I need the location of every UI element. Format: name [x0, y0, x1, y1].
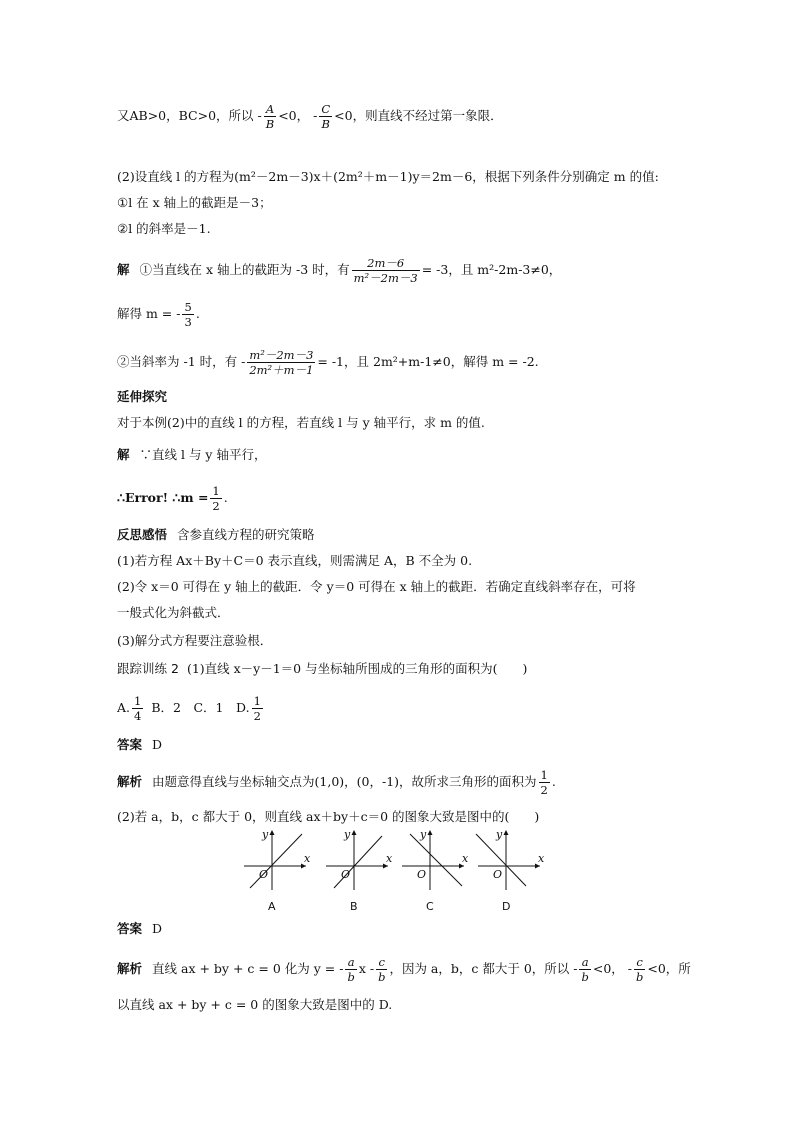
text: = -1，且 2m²+m-1≠0，解得 m = -2. — [317, 354, 539, 369]
graph-line — [250, 834, 302, 888]
reflection-point-3: (3)解分式方程要注意验根． — [117, 633, 273, 648]
denominator: 3 — [184, 315, 192, 329]
text: = -3，且 m²-2m-3≠0， — [421, 262, 562, 277]
extension-result — [117, 484, 228, 513]
answer-1 — [117, 736, 162, 754]
denominator: 2 — [212, 499, 220, 513]
denominator: b — [635, 970, 644, 984]
graph-option-b — [326, 828, 393, 913]
text: (1)直线 x－y－1＝0 与坐标轴所围成的三角形的面积为( ) — [186, 661, 528, 676]
y-axis-arrow — [428, 830, 433, 835]
x-axis-label: x — [538, 852, 545, 865]
solution-line-2 — [117, 300, 200, 329]
reflection-heading — [117, 526, 315, 544]
extension-solution — [117, 446, 266, 464]
denominator: B — [321, 117, 330, 131]
denominator: m²－2m－3 — [353, 271, 418, 285]
x-axis-label: x — [386, 852, 393, 865]
graph-option-d — [476, 828, 545, 913]
fraction — [352, 256, 420, 285]
origin-label: O — [417, 868, 427, 881]
fraction — [182, 300, 193, 329]
answer-value: D — [152, 921, 163, 936]
solution-line-1 — [117, 256, 561, 285]
analysis-2 — [117, 955, 691, 984]
answer-tag: 答案 — [117, 737, 143, 752]
analysis-2-continued: 以直线 ax + by + c = 0 的图象大致是图中的 D. — [117, 997, 393, 1012]
training-question-1 — [117, 660, 527, 678]
option-label: C — [426, 900, 434, 913]
text: ①当直线在 x 轴上的截距为 -3 时，有 — [139, 262, 350, 277]
denominator: 4 — [134, 709, 142, 723]
numerator: 5 — [184, 300, 192, 314]
reflection-point-1: (1)若方程 Ax＋By＋C＝0 表示直线，则需满足 A，B 不全为 0. — [117, 553, 473, 568]
fraction — [132, 694, 143, 723]
denominator: 2 — [253, 709, 261, 723]
numerator: c — [376, 955, 387, 970]
option-label: B — [350, 900, 358, 913]
graph-options-figure — [244, 828, 554, 914]
denominator: b — [581, 970, 589, 984]
answer-2 — [117, 920, 162, 938]
text: <0， - — [592, 961, 632, 976]
numerator: C — [321, 102, 331, 116]
options-text: B．2 C．1 D. — [151, 700, 250, 715]
solution-tag: 解 — [117, 447, 130, 462]
y-axis-arrow — [504, 830, 509, 835]
fraction — [345, 955, 356, 984]
numerator: a — [345, 955, 356, 970]
fraction — [210, 484, 221, 513]
numerator: 1 — [540, 768, 548, 782]
text: <0， - — [278, 108, 318, 123]
y-axis-arrow — [352, 830, 357, 835]
text: <0，所 — [647, 961, 691, 976]
numerator: 1 — [253, 694, 261, 708]
solution-line-3 — [117, 348, 539, 377]
numerator: c — [634, 955, 645, 970]
solution-tag: 解 — [117, 262, 130, 277]
numerator: 1 — [212, 484, 220, 498]
extension-title: 延伸探究 — [117, 389, 168, 404]
x-axis-label: x — [462, 852, 469, 865]
text: 又AB>0，BC>0，所以 - — [117, 108, 262, 123]
fraction — [376, 955, 387, 984]
fraction — [579, 955, 590, 984]
origin-label: O — [341, 868, 351, 881]
text: ②当斜率为 -1 时，有 - — [117, 354, 246, 369]
answer-value: D — [152, 737, 163, 752]
option-a-label: A. — [117, 700, 131, 715]
reflection-title: 反思感悟 — [117, 527, 168, 542]
origin-label: O — [493, 868, 503, 881]
question-2b: (2)若 a，b，c 都大于 0，则直线 ax＋by＋c＝0 的图象大致是图中的( ) — [117, 809, 540, 824]
question-2: (2)设直线 l 的方程为(m²－2m－3)x＋(2m²＋m－1)y＝2m－6，根据下列条件分别确定 m 的值: — [117, 169, 659, 184]
text: ，因为 a，b，c 都大于 0，所以 - — [389, 961, 578, 976]
reflection-subtitle: 含参直线方程的研究策略 — [177, 527, 315, 542]
numerator: a — [579, 955, 590, 970]
analysis-tag: 解析 — [117, 774, 143, 789]
fraction-c-over-b — [319, 102, 332, 131]
numerator: 2m－6 — [352, 256, 420, 271]
training-title: 跟踪训练 2 — [117, 661, 179, 676]
numerator: A — [264, 102, 276, 117]
denominator: b — [378, 970, 386, 984]
denominator: 2m²＋m－1 — [249, 363, 314, 377]
text: 由题意得直线与坐标轴交点为(1,0)，(0，-1)，故所求三角形的面积为 — [152, 774, 537, 789]
text: ∴Error! ∴m = — [117, 490, 209, 505]
y-axis-arrow — [270, 830, 275, 835]
y-axis-label: y — [262, 828, 269, 841]
fraction — [539, 768, 550, 797]
y-axis-label: y — [496, 828, 503, 841]
option-label: A — [268, 900, 276, 913]
answer-tag: 答案 — [117, 921, 143, 936]
options-line — [117, 694, 265, 723]
condition-1: ①l 在 x 轴上的截距是－3； — [117, 195, 272, 210]
fraction-a-over-b — [264, 102, 276, 131]
numerator: 1 — [134, 694, 142, 708]
y-axis-label: y — [344, 828, 351, 841]
graph-option-a — [244, 828, 311, 913]
text: x - — [358, 961, 375, 976]
analysis-tag: 解析 — [117, 961, 143, 976]
text: ∵直线 l 与 y 轴平行， — [139, 447, 267, 462]
option-label: D — [502, 900, 511, 913]
denominator: 2 — [540, 783, 548, 797]
extension-question: 对于本例(2)中的直线 l 的方程，若直线 l 与 y 轴平行，求 m 的值. — [117, 415, 485, 430]
x-axis-label: x — [304, 852, 311, 865]
y-axis-label: y — [420, 828, 427, 841]
text: . — [223, 490, 228, 505]
text: <0，则直线不经过第一象限． — [334, 108, 503, 123]
fraction — [247, 348, 315, 377]
graph-option-c — [402, 828, 469, 913]
condition-2: ②l 的斜率是－1. — [117, 221, 211, 236]
conclusion-line — [117, 102, 503, 131]
text: . — [195, 306, 200, 321]
text: . — [551, 774, 556, 789]
analysis-1 — [117, 768, 556, 797]
reflection-point-2b: 一般式化为斜截式． — [117, 605, 230, 620]
reflection-point-2a: (2)令 x＝0 可得在 y 轴上的截距．令 y＝0 可得在 x 轴上的截距．若确定直线斜率存在，可将 — [117, 579, 636, 594]
denominator: b — [347, 970, 355, 984]
denominator: B — [265, 117, 275, 131]
fraction — [252, 694, 263, 723]
fraction — [634, 955, 645, 984]
text: 直线 ax + by + c = 0 化为 y = - — [152, 961, 344, 976]
text: 解得 m = - — [117, 306, 181, 321]
origin-label: O — [259, 868, 269, 881]
numerator: m²－2m－3 — [249, 348, 314, 362]
